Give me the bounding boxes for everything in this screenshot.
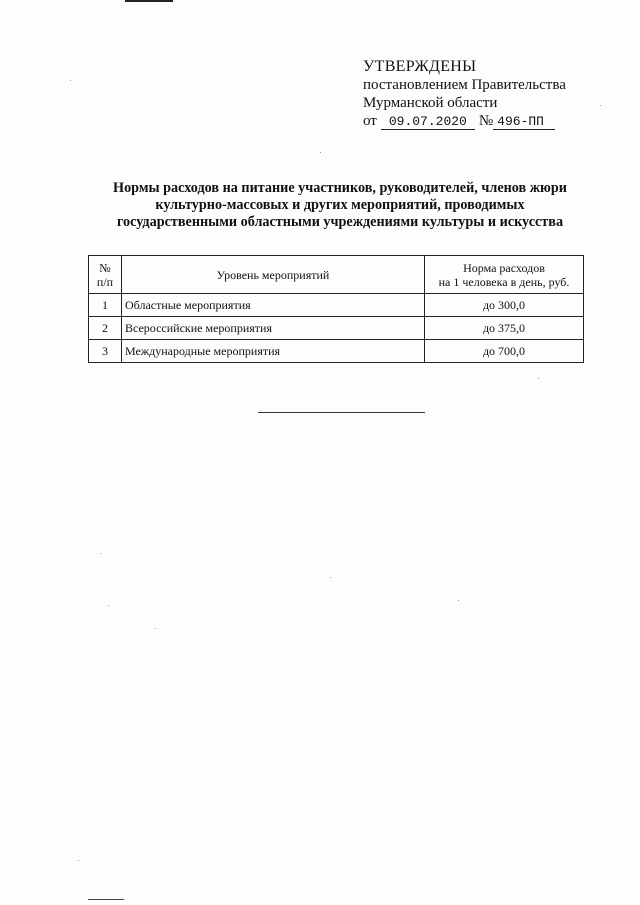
end-of-document-line: [258, 412, 425, 413]
header-number-line-1: №: [99, 260, 111, 275]
title-line-3: государственными областными учреждениями культуры и искусства: [116, 214, 564, 230]
row-level: Международные мероприятия: [122, 340, 425, 363]
row-number: 2: [89, 317, 122, 340]
scan-speck: [600, 105, 601, 106]
header-norm-line-1: Норма расходов: [463, 260, 545, 275]
header-norm: [425, 256, 584, 294]
approval-date-line: [363, 112, 603, 130]
header-number-line-2: п/п: [96, 274, 114, 289]
scan-speck: [155, 628, 156, 629]
row-norm: до 375,0: [425, 317, 584, 340]
row-number: 1: [89, 294, 122, 317]
table-row: [89, 294, 584, 317]
scan-speck: [70, 80, 71, 81]
document-title: [70, 180, 610, 231]
approval-date: 09.07.2020: [381, 114, 475, 130]
title-line-2: культурно-массовых и других мероприятий, проводимых: [155, 197, 525, 213]
norms-table: [88, 255, 584, 363]
approval-line-1: постановлением Правительства: [363, 77, 566, 93]
scan-speck: [458, 600, 459, 601]
row-level: Областные мероприятия: [122, 294, 425, 317]
row-norm: до 700,0: [425, 340, 584, 363]
scan-edge-mark: [125, 0, 173, 2]
scan-speck: [108, 605, 109, 606]
scan-speck: [330, 577, 331, 578]
number-label: №: [478, 113, 494, 129]
approval-line-2: Мурманской области: [363, 95, 498, 111]
table-row: [89, 317, 584, 340]
header-number: [89, 256, 122, 294]
header-level: Уровень мероприятий: [122, 256, 425, 294]
table-header-row: [89, 256, 584, 294]
approval-stamp: [363, 58, 603, 130]
approval-number: 496-ПП: [493, 114, 555, 130]
row-number: 3: [89, 340, 122, 363]
approval-heading: УТВЕРЖДЕНЫ: [363, 58, 477, 75]
scan-speck: [538, 378, 539, 379]
scan-speck: [320, 152, 321, 153]
header-norm-line-2: на 1 человека в день, руб.: [438, 274, 570, 289]
table-row: [89, 340, 584, 363]
scan-edge-mark: [88, 899, 124, 900]
title-line-1: Нормы расходов на питание участников, руководителей, членов жюри: [113, 180, 567, 196]
scan-speck: [100, 553, 101, 554]
from-label: от: [363, 113, 377, 129]
scan-speck: [78, 860, 79, 861]
row-norm: до 300,0: [425, 294, 584, 317]
row-level: Всероссийские мероприятия: [122, 317, 425, 340]
